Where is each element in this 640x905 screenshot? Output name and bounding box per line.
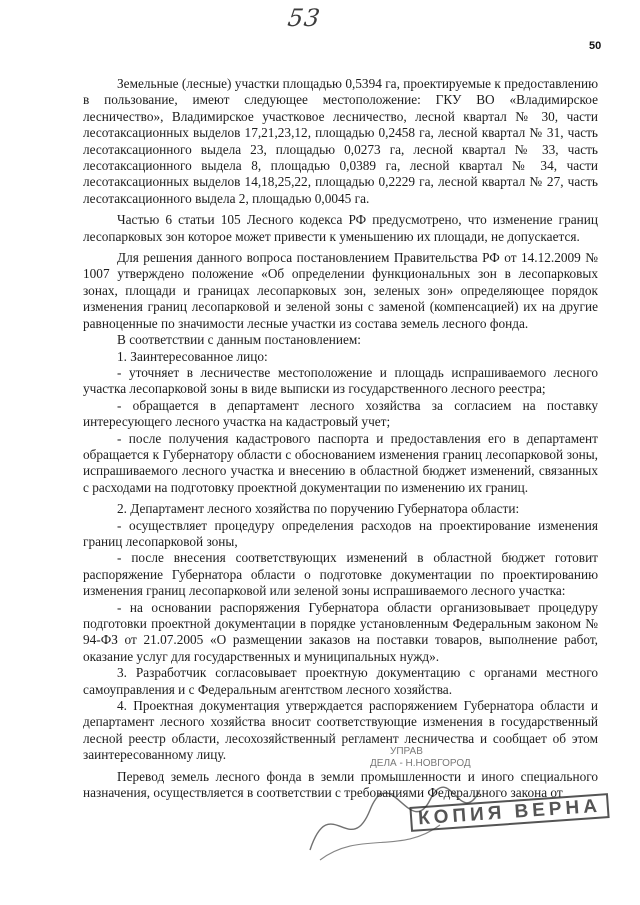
list-heading-project-docs: 4. Проектная документация утверждается распоряжением Губернатора области и департамент лесного хозяйства вносит соответствующие изменения в государственный лесной реестр области, лесохозяйственный регламент лесничества и сообщает об этом заинтересованному лицу. [83,698,598,763]
list-item: - после получения кадастрового паспорта и предоставления его в департамент обращается к Губернатору области с обоснованием изменения границ лесопарковой зоны, испрашиваемого лесного участка и внесению в областной бюджет изменений, связанных с расходами на подготовку проектной документации по изменению их границ. [83,430,598,495]
copy-verified-stamp: КОПИЯ ВЕРНА [409,793,609,832]
paragraph-forest-code: Частью 6 статьи 105 Лесного кодекса РФ предусмотрено, что изменение границ лесопарковых зон которое может привести к уменьшению их площади, не допускается. [83,212,598,244]
list-item: - уточняет в лесничестве местоположение и площадь испрашиваемого лесного участка лесопарковой зоны в виде выписки из государственного лесного реестра; [83,364,598,397]
list-item: - обращается в департамент лесного хозяйства за согласием на поставку интересующего лесного участка на кадастровый учет; [83,397,598,430]
page-number: 50 [589,40,602,52]
paragraph-government-decree: Для решения данного вопроса постановлением Правительства РФ от 14.12.2009 № 1007 утверждено положение «Об определении функциональных зон в лесопарковых зонах, площади и границах лесопарковых зон, зеленых зон» определяющее порядок изменения границ лесопарковой и зеленой зоны с заменой (компенсацией) их на другие равноценные по значимости лесные участки из состава земель лесного фонда. [83,250,598,331]
list-heading-department: 2. Департамент лесного хозяйства по поручению Губернатора области: [117,501,520,517]
list-item: - осуществляет процедуру определения расходов на проектирование изменения границ лесопарковой зоны, [83,517,598,549]
list-item: - после внесения соответствующих изменений в областной бюджет готовит распоряжение Губернатора области о подготовке документации по проектированию изменения границ лесопарковой или зеленой зоны испрашиваемого лесного участка: [83,550,598,599]
list-heading-developer: 3. Разработчик согласовывает проектную документацию с органами местного самоуправления и с Федеральным агентством лесного хозяйства. [83,665,598,697]
list-item: - на основании распоряжения Губернатора области организовывает процедуру подготовки проектной документации в порядке установленным Федеральным законом № 94-ФЗ от 21.07.2005 «О размещении заказов на поставки товаров, выполнение работ, оказание услуг для государственных и муниципальных нужд». [83,599,598,664]
handwritten-page-number: 53 [286,4,323,32]
stamp-line: ДЕЛА - Н.НОВГОРОД [370,758,471,769]
document-body [83,76,598,801]
paragraph-land-transfer: Перевод земель лесного фонда в земли промышленности и иного специального назначения, осуществляется в соответствии с требованиями Федерального закона от [83,768,598,801]
stamp-line: УПРАВ [390,746,423,757]
paragraph-land-plots: Земельные (лесные) участки площадью 0,5394 га, проектируемые к предоставлению в пользование, имеют следующее местоположение: ГКУ ВО «Владимирское лесничество», Владимирское участковое лесничество, лесной квартал № 30, части лесотаксационных выделов 17,21,23,12, площадью 0,2458 га, лесной квартал № 31, часть лесотаксационного выдела 23, площадью 0,0273 га, лесной квартал № 33, часть лесотаксационного выдела 8, площадью 0,0389 га, лесной квартал № 34, части лесотаксационных выделов 14,18,25,22, площадью 0,2229 га, лесной квартал № 27, часть лесотаксационного выдела 2, площадью 0,0045 га. [83,76,598,206]
list-heading-interested-party: 1. Заинтересованное лицо: [117,348,268,364]
paragraph-according: В соответствии с данным постановлением: [117,332,361,348]
